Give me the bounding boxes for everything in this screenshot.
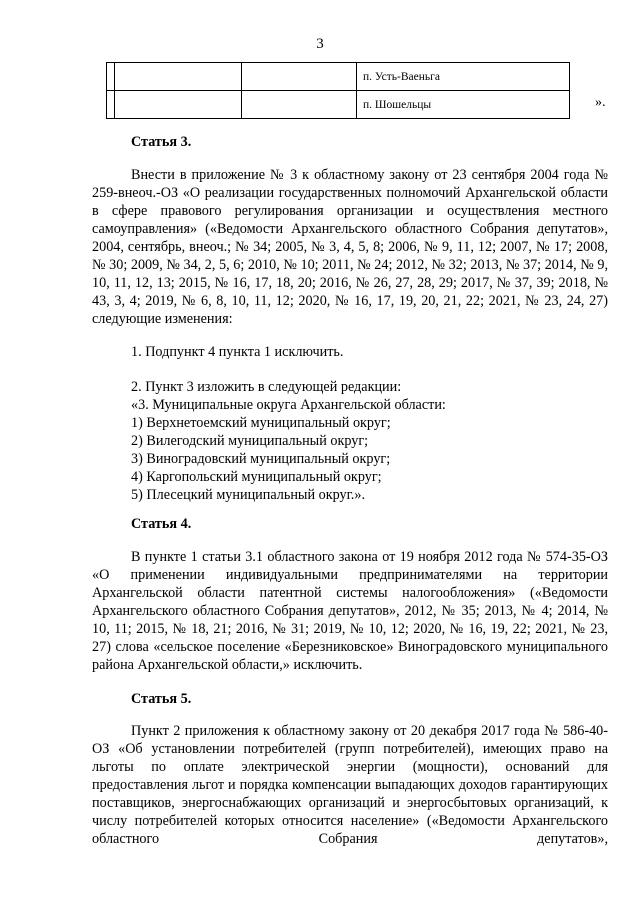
article-4-text: В пункте 1 статьи 3.1 областного закона от 19 ноября 2012 года № 574-35-ОЗ «О применении индивидуальными предпринимателями на территории Архангельской области патентной системы налогообложения» («Ведомости Архангельского областного Собрания депутатов», 2012, № 35; 2013, № 4; 2014, № 10, 11; 2015, № 18, 21; 2016, № 31; 2019, № 10, 12; 2020, № 16, 19, 22; 2021, № 23, 27) слова «сельское поселение «Березниковское» Виноградовского муниципального района Архангельской области,» исключить. xyxy=(92,549,608,673)
article-4-heading: Статья 4. xyxy=(131,516,192,532)
quote-line: 3) Виноградовский муниципальный округ; xyxy=(131,451,391,467)
table-row xyxy=(107,63,570,91)
article-3-heading: Статья 3. xyxy=(131,134,192,150)
article-3-item-1-block xyxy=(92,343,608,361)
article-5-heading: Статья 5. xyxy=(131,691,192,707)
new-edition-quote xyxy=(92,396,608,504)
article-3-item-2-block xyxy=(92,378,608,504)
article-3-item-2: 2. Пункт 3 изложить в следующей редакции: xyxy=(131,379,402,395)
article-5-text: Пункт 2 приложения к областному закону от 20 декабря 2017 года № 586-40-ОЗ «Об установлении потребителей (групп потребителей), имеющих право на льготы по оплате электрической энергии (мощности), оснований для предоставления льгот и порядка компенсации выпадающих доходов гарантирующих поставщиков, энергоснабжающих организаций и энергосбытовых организаций, к числу потребителей которых относится население» («Ведомости Архангельского областного Собрания депутатов», xyxy=(92,723,608,847)
article-3-item-1: 1. Подпункт 4 пункта 1 исключить. xyxy=(131,344,344,360)
settlement-cell: п. Шошельцы xyxy=(357,91,570,119)
article-5-body xyxy=(92,722,608,848)
quote-line: 5) Плесецкий муниципальный округ.». xyxy=(131,487,365,503)
article-3-body xyxy=(92,166,608,328)
settlement-cell: п. Усть-Ваеньга xyxy=(357,63,570,91)
table-closing-quote: ». xyxy=(595,95,606,110)
table-row xyxy=(107,91,570,119)
page-number: 3 xyxy=(316,36,324,52)
quote-line: «3. Муниципальные округа Архангельской области: xyxy=(131,397,446,413)
quote-line: 4) Каргопольский муниципальный округ; xyxy=(131,469,382,485)
settlements-table xyxy=(106,62,570,119)
article-3-intro: Внести в приложение № 3 к областному закону от 23 сентября 2004 года № 259-внеоч.-ОЗ «О реализации государственных полномочий Архангельской области в сфере правового регулирования организации и осуществления местного самоуправления» («Ведомости Архангельского областного Собрания депутатов», 2004, сентябрь, внеоч.; № 34; 2005, № 3, 4, 5, 8; 2006, № 9, 11, 12; 2007, № 17; 2008, № 30; 2009, № 34, 2, 5, 6; 2010, № 10; 2011, № 24; 2012, № 32; 2013, № 37; 2014, № 9, 10, 11, 12, 13; 2015, № 16, 17, 18, 20; 2016, № 26, 27, 28, 29; 2017, № 37, 39; 2018, № 43, 3, 4; 2019, № 6, 8, 10, 11, 12; 2020, № 16, 17, 19, 20, 21, 22; 2021, № 23, 24, 27) следующие изменения: xyxy=(92,167,608,327)
article-4-body xyxy=(92,548,608,674)
quote-line: 1) Верхнетоемский муниципальный округ; xyxy=(131,415,391,431)
quote-line: 2) Вилегодский муниципальный округ; xyxy=(131,433,369,449)
